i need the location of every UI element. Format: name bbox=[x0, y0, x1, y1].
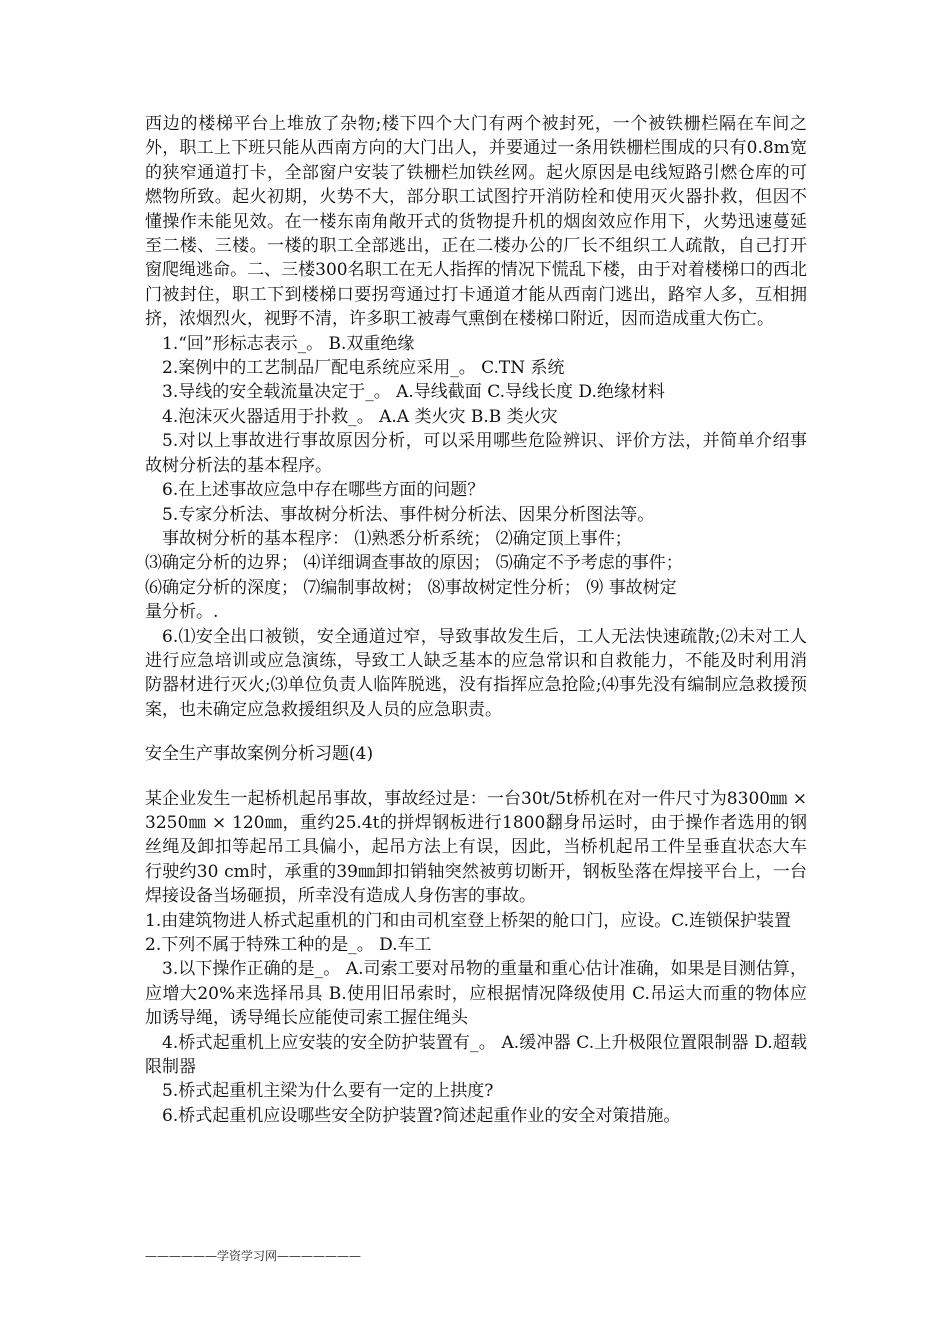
case2-question-1: 1.由建筑物进人桥式起重机的门和由司机室登上桥架的舱口门，应设。C.连锁保护装置 bbox=[145, 910, 792, 931]
case2-question-3: 3.以下操作正确的是_。 A.司索工要对吊物的重量和重心估计准确，如果是目测估算，应增大20%来选择吊具 B.使用旧吊索时，应根据情况降级使用 C.吊运大而重的物体应加诱导绳，诱导绳长应能使司索工握住绳头 bbox=[145, 959, 807, 1029]
case1-answer-5-steps-line4: 量分析。. bbox=[145, 602, 219, 623]
case1-answer-5-steps-line1: 事故树分析的基本程序： ⑴熟悉分析系统； ⑵确定顶上事件； bbox=[162, 528, 632, 549]
case2-question-2: 2.下列不属于特殊工种的是_。 D.车工 bbox=[145, 935, 432, 955]
case1-answer-5-steps-line2: ⑶确定分析的边界； ⑷详细调查事故的原因； ⑸确定不予考虑的事件； bbox=[145, 553, 683, 574]
case1-question-6: 6.在上述事故应急中存在哪些方面的问题？ bbox=[162, 480, 485, 501]
case1-answer-6: 6.⑴安全出口被锁，安全通道过窄，导致事故发生后，工人无法快速疏散;⑵未对工人进行应急培训或应急演练，导致工人缺乏基本的应急常识和自救能力，不能及时利用消防器材进行灭火;⑶单位负责人临阵脱逃，没有指挥应急抢险;⑷事先没有编制应急救援预案，也未确定应急救援组织及人员的应急职责。 bbox=[145, 626, 807, 720]
case1-question-1: 1.“回”形标志表示_。 B.双重绝缘 bbox=[162, 333, 415, 354]
case1-answer-5: 5.专家分析法、事故树分析法、事件树分析法、因果分析图法等。 bbox=[162, 504, 655, 525]
case2-question-6: 6.桥式起重机应设哪些安全防护装置?简述起重作业的安全对策措施。 bbox=[162, 1105, 681, 1126]
case1-question-4: 4.泡沫灭火器适用于扑救_。 A.A 类火灾 B.B 类火灾 bbox=[162, 406, 558, 427]
case2-title: 安全生产事故案例分析习题(4) bbox=[145, 744, 374, 765]
case2-question-4: 4.桥式起重机上应安装的安全防护装置有_。 A.缓冲器 C.上升极限位置限制器 D.超载限制器 bbox=[145, 1032, 807, 1078]
case1-question-5: 5.对以上事故进行事故原因分析，可以采用哪些危险辨识、评价方法，并简单介绍事故树分析法的基本程序。 bbox=[145, 431, 807, 476]
document-body bbox=[145, 112, 807, 1128]
case1-narrative: 西边的楼梯平台上堆放了杂物;楼下四个大门有两个被封死，一个被铁栅栏隔在车间之外，职工上下班只能从西南方向的大门出人，并要通过一条用铁栅栏围成的只有0.8m宽的狭窄通道打卡，全部窗户安装了铁栅栏加铁丝网。起火原因是电线短路引燃仓库的可燃物所致。起火初期，火势不大，部分职工试图拧开消防栓和使用灭火器扑救，但因不懂操作未能见效。在一楼东南角敞开式的货物提升机的烟囱效应作用下，火势迅速蔓延至二楼、三楼。一楼的职工全部逃出，正在二楼办公的厂长不组织工人疏散，自己打开窗爬绳逃命。二、三楼300名职工在无人指挥的情况下慌乱下楼，由于对着楼梯口的西北门被封住，职工下到楼梯口要拐弯通过打卡通道才能从西南门逃出，路窄人多，互相拥挤，浓烟烈火，视野不清，许多职工被毒气熏倒在楼梯口附近，因而造成重大伤亡。 bbox=[145, 114, 807, 330]
case2-narrative: 某企业发生一起桥机起吊事故，事故经过是：一台30t/5t桥机在对一件尺寸为8300㎜ ×3250㎜ × 120㎜，重约25.4t的拼焊钢板进行1800翻身吊运时，由于操作者选用的钢丝绳及卸扣等起吊工具偏小，起吊方法上有误，因此，当桥机起吊工件呈垂直状态大车行驶约30 cm时，承重的39㎜卸扣销轴突然被剪切断开，钢板坠落在焊接平台上，一台焊接设备当场砸损，所幸没有造成人身伤害的事故。 bbox=[145, 788, 807, 907]
case1-question-2: 2.案例中的工艺制品厂配电系统应采用_。 C.TN 系统 bbox=[162, 358, 565, 379]
case2-question-5: 5.桥式起重机主梁为什么要有一定的上拱度? bbox=[162, 1081, 494, 1102]
case1-answer-5-steps-line3: ⑹确定分析的深度； ⑺编制事故树； ⑻事故树定性分析； ⑼ 事故树定 bbox=[145, 577, 677, 598]
case1-question-3: 3.导线的安全载流量决定于_。 A.导线截面 C.导线长度 D.绝缘材料 bbox=[162, 382, 665, 403]
page-footer: ——————学资学习网——————— bbox=[145, 1249, 362, 1263]
